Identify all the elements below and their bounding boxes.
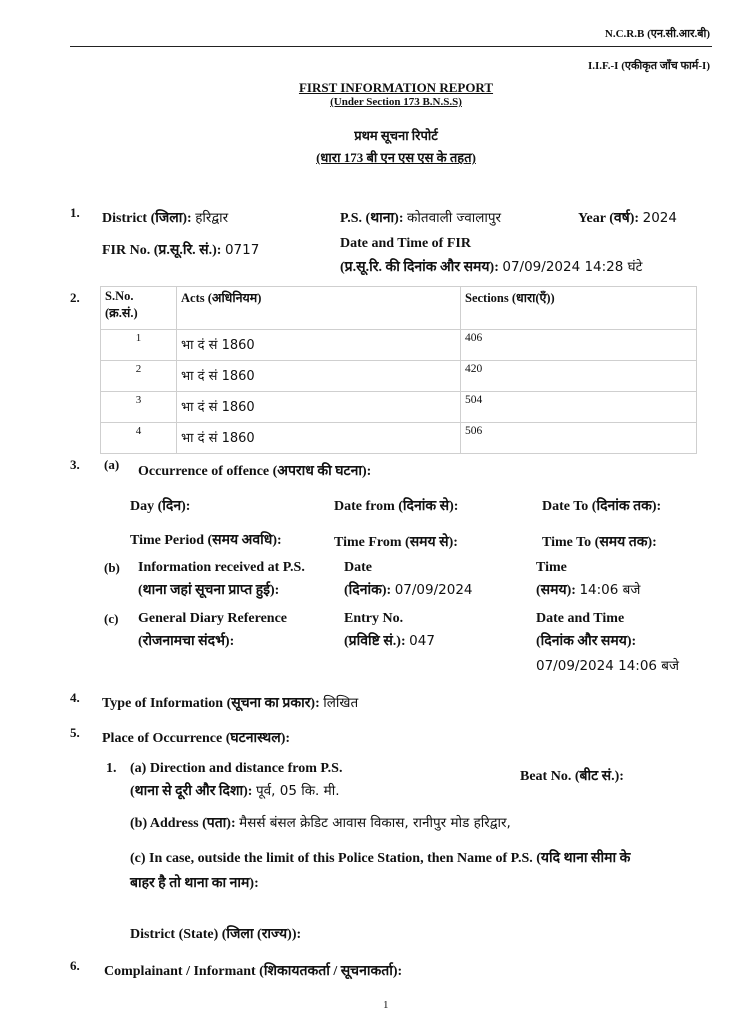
section-2-number: 2.: [70, 290, 80, 305]
report-subtitle-en: (Under Section 173 B.N.S.S): [330, 96, 462, 108]
info-date-label-line1: Date: [344, 560, 372, 575]
table-row: [101, 392, 697, 423]
info-received-label-line1: Information received at P.S.: [138, 560, 305, 575]
acts-sections-table: [100, 286, 697, 454]
section-6-number: 6.: [70, 958, 80, 973]
fir-datetime-label-line2: (प्र.सू.रि. की दिनांक और समय):: [340, 260, 499, 275]
time-to-label: Time To (समय तक):: [542, 535, 657, 550]
fir-number-label: FIR No. (प्र.सू.रि. सं.):: [102, 243, 222, 258]
police-station-field: [340, 208, 501, 227]
sno-header-line1: S.No.: [105, 289, 134, 303]
table-header-row: [101, 287, 697, 330]
entry-no-label-line2: (प्रविष्टि सं.):: [344, 634, 406, 649]
info-date-value: 07/09/2024: [394, 582, 473, 598]
beat-no-label: Beat No. (बीट सं.):: [520, 769, 624, 784]
header-divider: [70, 46, 712, 47]
info-date-field: [344, 580, 473, 599]
sno-header-line2: (क्र.सं.): [105, 306, 138, 320]
row-section: 504: [461, 392, 697, 423]
district-label: District (जिला):: [102, 211, 192, 226]
section-3a-marker: (a): [104, 457, 120, 472]
gd-datetime-label-line2: (दिनांक और समय):: [536, 634, 637, 649]
address-label: (b) Address (पता):: [130, 816, 236, 831]
gd-reference-label-line2: (रोजनामचा संदर्भ):: [138, 634, 235, 649]
occurrence-label: Occurrence of offence (अपराध की घटना):: [138, 464, 372, 479]
report-title-hi: प्रथम सूचना रिपोर्ट: [354, 128, 438, 143]
direction-label-line1: (a) Direction and distance from P.S.: [130, 761, 343, 776]
row-act: भा दं सं 1860: [177, 330, 461, 361]
year-label: Year (वर्ष):: [578, 211, 640, 226]
section-4-number: 4.: [70, 690, 80, 705]
section-3c-marker: (c): [104, 611, 119, 626]
address-value: मैसर्स बंसल क्रेडिट आवास विकास, रानीपुर मोड हरिद्वार,: [239, 815, 511, 831]
ncrb-label: N.C.R.B (एन.सी.आर.बी): [604, 28, 710, 40]
row-act: भा दं सं 1860: [177, 392, 461, 423]
info-type-value: लिखित: [323, 695, 359, 711]
info-time-value: 14:06 बजे: [579, 582, 641, 598]
date-from-label: Date from (दिनांक से):: [334, 499, 459, 514]
gd-datetime-label-line1: Date and Time: [536, 611, 625, 626]
direction-field: [130, 781, 340, 800]
district-state-label: District (State) (जिला (राज्य)):: [130, 927, 302, 942]
info-date-label-line2: (दिनांक):: [344, 583, 392, 598]
entry-no-label-line1: Entry No.: [344, 611, 404, 626]
info-type-label: Type of Information (सूचना का प्रकार):: [102, 696, 320, 711]
direction-value: पूर्व, 05 कि. मी.: [255, 783, 340, 799]
outside-limit-label-line2: बाहर है तो थाना का नाम):: [130, 876, 259, 891]
row-act: भा दं सं 1860: [177, 423, 461, 454]
section-1-number: 1.: [70, 205, 80, 220]
gd-reference-label-line1: General Diary Reference: [138, 611, 288, 626]
complainant-label: Complainant / Informant (शिकायतकर्ता / सूचनाकर्ता):: [104, 964, 403, 979]
time-from-label: Time From (समय से):: [334, 535, 458, 550]
info-time-label-line1: Time: [536, 560, 567, 575]
row-sno: 1: [101, 330, 177, 361]
info-received-label-line2: (थाना जहां सूचना प्राप्त हुई):: [138, 583, 280, 598]
place-of-occurrence-label: Place of Occurrence (घटनास्थल):: [102, 731, 291, 746]
section-3-number: 3.: [70, 457, 80, 472]
address-field: [130, 813, 511, 832]
outside-limit-label-line1: (c) In case, outside the limit of this Police Station, then Name of P.S. (यदि थाना सीमा के: [130, 851, 631, 866]
row-section: 406: [461, 330, 697, 361]
row-sno: 2: [101, 361, 177, 392]
page-number: 1: [383, 999, 389, 1011]
police-station-value: कोतवाली ज्वालापुर: [407, 210, 502, 226]
sno-header: [101, 287, 177, 330]
report-subtitle-hi: (धारा 173 बी एन एस एस के तहत): [316, 150, 476, 165]
info-time-label-line2: (समय):: [536, 583, 576, 598]
report-title-en: FIRST INFORMATION REPORT: [298, 80, 494, 95]
form-id-label: I.I.F.-I (एकीकृत जाँच फार्म-I): [588, 60, 710, 72]
time-period-label: Time Period (समय अवधि):: [130, 533, 282, 548]
entry-no-field: [344, 631, 435, 650]
row-section: 420: [461, 361, 697, 392]
section-3b-marker: (b): [104, 560, 120, 575]
fir-number-value: 0717: [224, 242, 260, 258]
table-row: [101, 330, 697, 361]
table-row: [101, 423, 697, 454]
table-row: [101, 361, 697, 392]
gd-datetime-value: 07/09/2024 14:06 बजे: [536, 658, 680, 674]
year-value: 2024: [642, 210, 677, 226]
place-sub-number: 1.: [106, 761, 117, 776]
district-value: हरिद्वार: [195, 210, 229, 226]
row-act: भा दं सं 1860: [177, 361, 461, 392]
police-station-label: P.S. (थाना):: [340, 211, 404, 226]
row-sno: 3: [101, 392, 177, 423]
info-time-field: [536, 580, 640, 599]
row-section: 506: [461, 423, 697, 454]
acts-header: Acts (अधिनियम): [177, 287, 461, 330]
fir-datetime-value: 07/09/2024 14:28 घंटे: [502, 259, 643, 275]
direction-label-line2: (थाना से दूरी और दिशा):: [130, 784, 253, 799]
fir-datetime-label-line1: Date and Time of FIR: [340, 236, 471, 251]
district-field: [102, 208, 228, 227]
info-type-field: [102, 693, 358, 712]
sections-header: Sections (धारा(एँ)): [461, 287, 697, 330]
date-to-label: Date To (दिनांक तक):: [542, 499, 662, 514]
fir-datetime-field: [340, 257, 642, 276]
year-field: [578, 208, 677, 227]
fir-number-field: [102, 240, 259, 259]
row-sno: 4: [101, 423, 177, 454]
entry-no-value: 047: [409, 633, 435, 649]
day-label: Day (दिन):: [130, 499, 191, 514]
section-5-number: 5.: [70, 725, 80, 740]
